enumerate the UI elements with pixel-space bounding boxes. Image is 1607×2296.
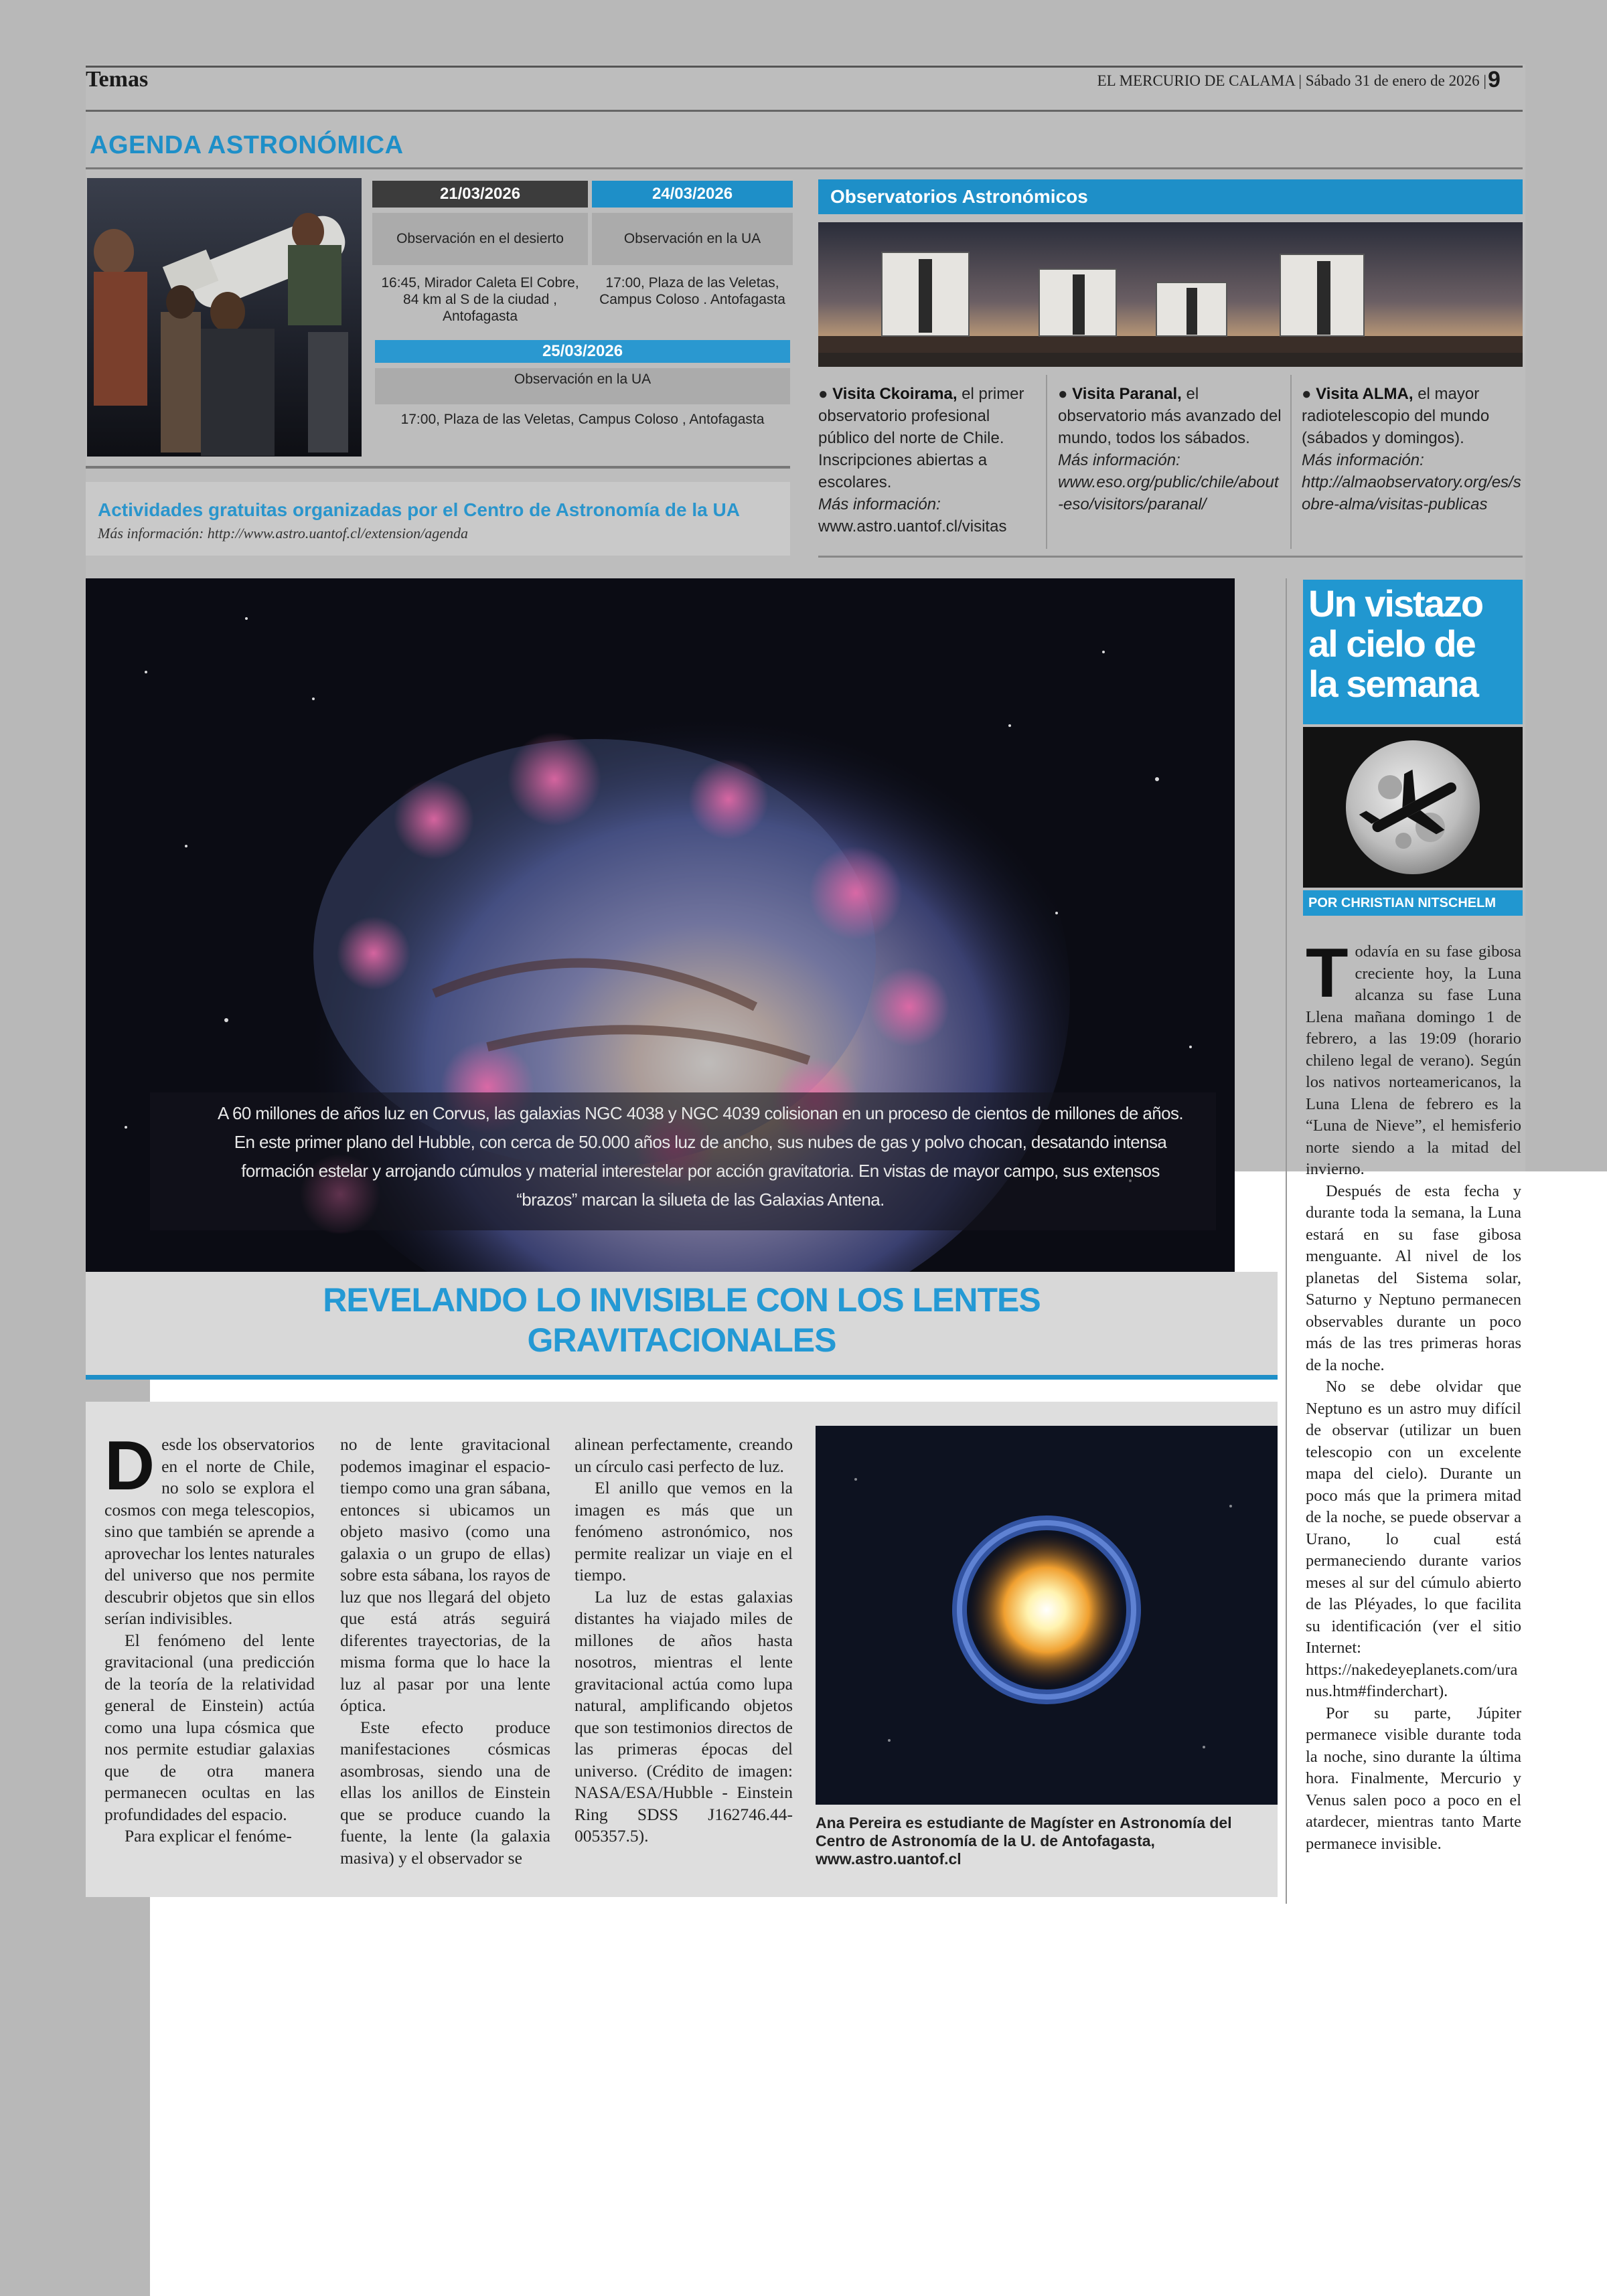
obs-2-name: Visita Paranal, xyxy=(1072,385,1182,403)
event-3-date: 25/03/2026 xyxy=(375,340,790,363)
sidebar-p3: No se debe olvidar que Neptuno es un astro muy difícil de observar (utilizar un buen telescopio con un excelente mapa del cielo). Durante un poco más que la primera mitad de la noche, se puede observar a Urano, lo cual está permaneciendo durante varios meses al sur del cúmulo abierto de las Pléyades, lo que facilita su identificación (ver el sitio Internet: https://nakedeyeplanets.com/uranus.htm#finderchart). xyxy=(1306,1378,1521,1700)
einstein-ring-image xyxy=(816,1426,1278,1805)
sidebar-p2: Después de esta fecha y durante toda la semana, la Luna estará en su fase gibosa menguante. Al nivel de los planetas del Sistema solar, Saturno y Neptuno permanecen observables durante un poco más de las tres primeras horas de la noche. xyxy=(1306,1181,1521,1374)
observatories-photo xyxy=(818,222,1523,367)
event-1-date: 21/03/2026 xyxy=(372,181,588,208)
observatory-ckoirama: ● Visita Ckoirama, el primer observatorio profesional público del norte de Chile. Inscripciones abiertas a escolares. Más información: www.astro.uantof.cl/visitas xyxy=(818,385,1024,536)
article-col3-p1: alinean perfectamente, creando un círculo casi perfecto de luz. xyxy=(575,1434,793,1476)
sidebar-body xyxy=(1306,934,1521,1855)
headline-line-1: REVELANDO LO INVISIBLE CON LOS LENTES xyxy=(323,1281,1041,1319)
issue-date: Sábado 31 de enero de 2026 xyxy=(1305,72,1480,89)
agenda-rule xyxy=(86,167,1523,169)
observatories-bottom-rule xyxy=(818,556,1523,558)
obs-3-more-label: Más información: xyxy=(1302,451,1424,469)
header-top-rule xyxy=(86,66,1523,68)
agenda-footer-rule xyxy=(86,466,790,469)
obs-1-url[interactable]: www.astro.uantof.cl/visitas xyxy=(818,517,1007,536)
section-label: Temas xyxy=(86,67,149,92)
event-2-date: 24/03/2026 xyxy=(592,181,793,208)
event-3-title: Observación en la UA xyxy=(375,368,790,404)
article-column-3 xyxy=(575,1434,793,1848)
sidebar-p1: odavía en su fase gibosa creciente hoy, la Luna alcanza su fase Luna Llena mañana domingo 1 de febrero, a las 19:09 (horario chileno legal de verano). Según los nativos norteamericanos, la Luna Llena de febrero es la “Luna de Nieve”, el hemisferio norte siendo a la mitad del invierno. xyxy=(1306,942,1521,1178)
obs-2-more-label: Más información: xyxy=(1058,451,1180,469)
sidebar-dropcap: T xyxy=(1306,934,1349,1012)
article-dropcap: D xyxy=(104,1427,155,1505)
sidebar-p4: Por su parte, Júpiter permanece visible durante toda la noche, sino durante la última hora. Finalmente, Mercurio y Venus salen poco a poco en el atardecer, mientras tanto Marte permanece invisible. xyxy=(1306,1704,1521,1853)
obs-2-text: el observatorio más avanzado del mundo, todos los sábados. xyxy=(1058,385,1282,447)
observatory-paranal: ● Visita Paranal, el observatorio más avanzado del mundo, todos los sábados. Más información: www.eso.org/public/chile/about-eso/visitors/paranal/ xyxy=(1058,385,1282,513)
main-image-caption: A 60 millones de años luz en Corvus, las galaxias NGC 4038 y NGC 4039 colisionan en un proceso de cientos de millones de años. En este primer plano del Hubble, con cerca de 50.000 años luz de ancho, sus nubes de gas y polvo chocan, desatando intensa formación estelar y arrojando cúmulos y material interestelar por acción gravitatoria. En vistas de mayor campo, sus extensos “brazos” marcan la silueta de las Galaxias Antena. xyxy=(218,1103,1183,1210)
masthead-line: EL MERCURIO DE CALAMA | Sábado 31 de enero de 2026 | xyxy=(1097,72,1486,89)
newspaper-name: EL MERCURIO DE CALAMA xyxy=(1097,72,1295,89)
author-credit: Ana Pereira es estudiante de Magíster en Astronomía del Centro de Astronomía de la U. de Antofagasta, www.astro.uantof.cl xyxy=(816,1814,1232,1868)
article-col1-p1: esde los observatorios en el norte de Chile, no solo se explora el cosmos con mega telescopios, sino que también se aprende a aprovechar los lentes naturales del universo que nos permite descubrir objetos que sin ellos serían indivisibles. xyxy=(104,1434,315,1628)
obs-1-name: Visita Ckoirama, xyxy=(832,385,958,403)
article-headline xyxy=(86,1280,1278,1360)
obs-col-divider-2 xyxy=(1290,375,1292,549)
article-col3-p2: El anillo que vemos en la imagen es más que un fenómeno astronómico, nos permite realizar un viaje en el tiempo. xyxy=(575,1478,793,1584)
observatory-alma: ● Visita ALMA, el mayor radiotelescopio del mundo (sábados y domingos). Más información: http://almaobservatory.org/es/sobre-alma/visitas-publicas xyxy=(1302,385,1521,513)
sidebar-title-line-3: la semana xyxy=(1308,663,1478,705)
article-col2-p1: no de lente gravitacional podemos imaginar el espacio-tiempo como una gran sábana, entonces si ubicamos un objeto masivo (como una galaxia o un grupo de ellas) sobre esta sábana, los rayos de luz que nos llegará del objeto que está atrás seguirá diferentes trayectorias, de la misma forma que lo hace la luz al pasar por una lente óptica. xyxy=(340,1434,550,1715)
agenda-title: AGENDA ASTRONÓMICA xyxy=(90,131,404,159)
event-1-title: Observación en el desierto xyxy=(372,213,588,265)
obs-2-url[interactable]: www.eso.org/public/chile/about-eso/visitors/paranal/ xyxy=(1058,473,1279,513)
obs-3-url[interactable]: http://almaobservatory.org/es/sobre-alma/visitas-publicas xyxy=(1302,473,1521,513)
event-3-details: 17:00, Plaza de las Veletas, Campus Coloso , Antofagasta xyxy=(400,412,765,427)
page-number: 9 xyxy=(1488,67,1501,92)
article-col1-p3: Para explicar el fenóme- xyxy=(125,1826,292,1846)
sidebar-title xyxy=(1308,584,1523,704)
article-column-1 xyxy=(104,1427,315,1848)
moon-airplane-photo xyxy=(1303,727,1523,888)
sidebar-byline: POR CHRISTIAN NITSCHELM xyxy=(1303,890,1523,916)
article-col2-p2: Este efecto produce manifestaciones cósmicas asombrosas, siendo una de ellas los anillos de Einstein que se produce cuando la fuente, la lente (la galaxia masiva) y el observador se xyxy=(340,1717,550,1868)
article-column-2 xyxy=(340,1434,550,1869)
observatories-title: Observatorios Astronómicos xyxy=(818,179,1523,214)
header-bottom-rule xyxy=(86,110,1523,112)
obs-col-divider-1 xyxy=(1046,375,1047,549)
telescope-photo xyxy=(87,178,362,457)
agenda-footer-title: Actividades gratuitas organizadas por el Centro de Astronomía de la UA xyxy=(98,499,740,520)
sidebar-title-line-1: Un vistazo xyxy=(1308,582,1483,625)
headline-rule xyxy=(86,1375,1278,1380)
headline-line-2: GRAVITACIONALES xyxy=(527,1321,836,1359)
obs-3-name: Visita ALMA, xyxy=(1316,385,1413,403)
obs-1-more-label: Más información: xyxy=(818,495,941,513)
event-2-details: 17:00, Plaza de las Veletas, Campus Coloso . Antofagasta xyxy=(599,275,785,307)
sidebar-title-line-2: al cielo de xyxy=(1308,623,1475,665)
obs-3-text: el mayor radiotelescopio del mundo (sábados y domingos). xyxy=(1302,385,1490,447)
agenda-footer-info: Más información: http://www.astro.uantof.cl/extension/agenda xyxy=(98,525,469,542)
article-col1-p2: El fenómeno del lente gravitacional (una predicción de la teoría de la relatividad general de Einstein) actúa como una lupa cósmica que nos permite estudiar galaxias que de otra manera permanecen ocultas en las profundidades del espacio. xyxy=(104,1630,315,1824)
sidebar-divider xyxy=(1286,578,1287,1904)
obs-1-text: el primer observatorio profesional público del norte de Chile. Inscripciones abiertas a escolares. xyxy=(818,385,1024,491)
event-1-details: 16:45, Mirador Caleta El Cobre, 84 km al S de la ciudad , Antofagasta xyxy=(381,275,579,324)
article-col3-p3: La luz de estas galaxias distantes ha viajado miles de millones de años hasta nosotros, mientras el lente gravitacional actúa como lupa natural, amplificando objetos que son testimonios directos de las primeras épocas del universo. (Crédito de imagen: NASA/ESA/Hubble - Einstein Ring SDSS J162746.44-005357.5). xyxy=(575,1586,793,1846)
event-2-title: Observación en la UA xyxy=(592,213,793,265)
